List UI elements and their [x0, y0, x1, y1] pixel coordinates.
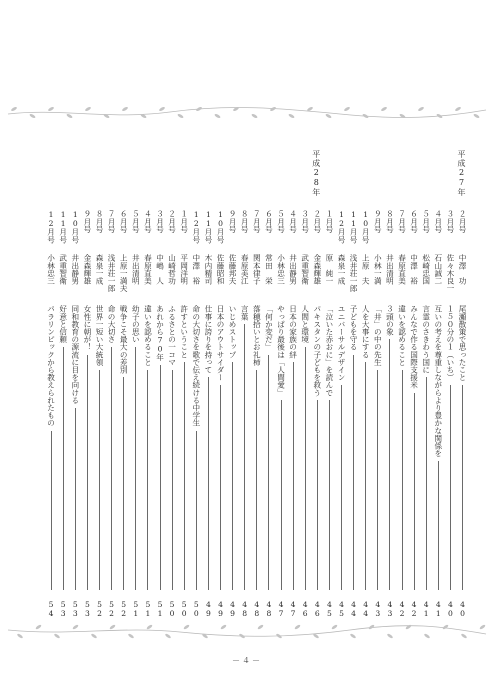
entry-page: 48	[252, 600, 262, 618]
entry-title: 命の大切さを歌で伝え続ける中学生	[191, 305, 201, 427]
entry-issue: ７月号	[397, 210, 407, 233]
entry-title: ふるさとの一コマ	[167, 305, 177, 366]
entry-issue: ９月号	[373, 210, 383, 233]
entry-author: 中澤 功	[458, 254, 467, 285]
entry-issue: ７月号	[107, 210, 117, 233]
entry-leader-line	[317, 400, 318, 590]
entry-leader-line	[244, 324, 245, 590]
entry-title: 「何か変だ」	[264, 305, 274, 351]
entry-page: 43	[373, 600, 383, 618]
entry-author: 松崎忠国	[421, 254, 431, 285]
entry-title: 言葉	[240, 305, 250, 321]
entry-leader-line	[111, 347, 112, 590]
entry-issue: 10月号	[70, 210, 80, 244]
entry-author: 常田 栄	[264, 254, 274, 285]
entry-page: 50	[179, 600, 189, 618]
entry-leader-line	[196, 431, 197, 590]
leaf-ornament	[461, 633, 468, 639]
entry-issue: ３月号	[155, 210, 165, 233]
entry-issue: ８月号	[95, 210, 104, 233]
entry-author: 井出清明	[131, 254, 141, 285]
entry-title: パキスタンの子どもを救う	[312, 305, 322, 397]
entry-page: 49	[216, 600, 225, 618]
entry-page: 42	[409, 600, 419, 618]
entry-page: 40	[458, 600, 467, 618]
entry-issue: 12月号	[337, 210, 346, 244]
entry-author: 森泉一成	[337, 254, 346, 285]
entry-title: 互いの考えを尊重しながらより豊かな関係を	[433, 305, 443, 457]
leaf-ornament	[424, 633, 431, 639]
entry-page: 52	[107, 600, 117, 618]
entry-title: 尾瀬散策で思ったこと	[458, 305, 467, 381]
entry-issue: 12月号	[46, 210, 56, 244]
entry-page: 46	[312, 600, 322, 618]
entry-page: 46	[300, 600, 310, 618]
entry-leader-line	[51, 431, 52, 590]
entry-leader-line	[256, 370, 257, 590]
entry-leader-line	[365, 362, 366, 590]
leaf-ornament	[109, 624, 116, 630]
leaf-ornament	[35, 624, 42, 630]
entry-issue: 10月号	[361, 210, 371, 244]
entry-page: 52	[119, 600, 129, 618]
entry-leader-line	[329, 400, 330, 590]
entry-page: 50	[167, 600, 177, 618]
entry-author: 小林忠三	[46, 254, 56, 285]
entry-leader-line	[123, 377, 124, 590]
entry-page: 53	[58, 600, 68, 618]
entry-author: 浅井荘一郎	[107, 254, 117, 292]
leaf-ornament	[331, 624, 338, 630]
entry-title: 許すということ	[179, 305, 189, 359]
entry-page: 47	[288, 600, 298, 618]
entry-author: 井出静男	[288, 254, 298, 285]
entry-author: 上原一満夫	[119, 254, 129, 292]
entry-title: 世界一短い大統領	[95, 305, 104, 366]
entry-issue: ６月号	[119, 210, 129, 233]
entry-issue: ３月号	[300, 210, 310, 233]
entry-page: 51	[155, 600, 165, 618]
entry-author: 小林忠三	[276, 254, 286, 285]
entry-leader-line	[450, 385, 451, 590]
entry-issue: ６月号	[409, 210, 419, 233]
entry-title: 戦争こそ最大の差別	[119, 305, 129, 374]
entry-issue: ３月号	[445, 210, 455, 233]
leaf-ornament	[54, 633, 61, 639]
entry-page: 41	[421, 600, 431, 618]
entry-page: 49	[203, 600, 213, 618]
entry-title: 違いを認めること	[143, 305, 153, 366]
entry-author: 佐藤昭和	[216, 254, 225, 285]
entry-title: 女性に朝が！	[82, 305, 92, 351]
entry-title: 違いを認めること	[397, 305, 407, 366]
entry-page: 54	[46, 600, 56, 618]
entry-issue: ８月号	[385, 210, 395, 233]
leaf-ornament	[17, 633, 24, 639]
leaf-ornament	[350, 633, 357, 639]
entry-leader-line	[220, 385, 221, 590]
entry-title: 好意と信頼	[58, 305, 68, 343]
entry-page: 43	[385, 600, 395, 618]
entry-page: 40	[445, 600, 455, 618]
leaf-ornament	[220, 624, 227, 630]
entry-leader-line	[135, 347, 136, 590]
entry-page: 49	[228, 600, 238, 618]
entry-leader-line	[389, 339, 390, 590]
entry-title: 子どもを守る	[349, 305, 359, 351]
entry-page: 53	[82, 600, 92, 618]
leaf-ornament	[294, 624, 301, 630]
entry-author: 木内精司	[203, 254, 213, 285]
leaf-ornament	[91, 633, 98, 639]
entry-leader-line	[160, 365, 161, 590]
entry-issue: ５月号	[131, 210, 141, 233]
entry-issue: 11月号	[349, 210, 359, 244]
page-number: －４－	[232, 656, 262, 665]
entry-leader-line	[438, 461, 439, 590]
entry-author: 中澤 裕	[191, 254, 201, 285]
entry-page: 47	[276, 600, 286, 618]
leaf-ornament	[405, 624, 412, 630]
entry-issue: ２月号	[167, 210, 177, 233]
entry-page: 48	[264, 600, 274, 618]
entry-issue: ５月号	[421, 210, 431, 233]
entry-author: 井出静男	[70, 254, 80, 285]
entry-page: 44	[361, 600, 371, 618]
entry-issue: ９月号	[228, 210, 238, 233]
entry-author: 春原直美	[397, 254, 407, 285]
entry-page: 41	[433, 600, 443, 618]
leaf-ornament	[387, 633, 394, 639]
entry-title: １５０分の１（いち）	[445, 305, 455, 381]
year-heading: 平成28年	[311, 150, 321, 197]
leaf-ornament	[183, 624, 190, 630]
entry-page: 51	[143, 600, 153, 618]
entry-leader-line	[353, 355, 354, 590]
entry-author: 佐藤邦夫	[228, 254, 238, 285]
entry-leader-line	[232, 362, 233, 590]
entry-title: 「泣いた赤おに」を読んで	[324, 305, 334, 397]
entry-page: 52	[95, 600, 104, 618]
entry-title: 幼子の思い	[131, 305, 141, 343]
entry-author: 金森輝雄	[312, 254, 322, 285]
entry-leader-line	[63, 347, 64, 590]
entry-issue: ４月号	[288, 210, 298, 233]
entry-title: みんなで作る国際支援米	[409, 305, 419, 389]
entry-title: 人間と環境	[300, 305, 310, 343]
entry-title: 日本のアウトサイダー	[216, 305, 225, 381]
entry-leader-line	[402, 370, 403, 590]
entry-leader-line	[268, 355, 269, 590]
entry-issue: 12月号	[191, 210, 201, 244]
entry-leader-line	[293, 362, 294, 590]
entry-title: 同和教育の源流に目を向ける	[70, 305, 80, 404]
entry-leader-line	[87, 355, 88, 590]
leaf-ornament	[128, 633, 135, 639]
entry-author: 武重智衛	[300, 254, 310, 285]
entry-page: 44	[349, 600, 359, 618]
entry-title: パラリンピックから教えられたもの	[46, 305, 56, 427]
entry-leader-line	[184, 362, 185, 590]
entry-leader-line	[462, 385, 463, 590]
leaf-ornament	[72, 624, 79, 630]
entry-title: 命の大切さ	[107, 305, 117, 343]
entry-page: 51	[131, 600, 141, 618]
entry-page: 53	[70, 600, 80, 618]
entry-issue: ５月号	[276, 210, 286, 233]
entry-title: あれから70年	[155, 305, 165, 361]
entry-author: 原 純一	[324, 254, 334, 285]
entry-leader-line	[281, 400, 282, 590]
entry-author: 森泉一成	[95, 254, 104, 285]
entry-author: 平岡洋明	[179, 254, 189, 285]
entry-issue: ６月号	[264, 210, 274, 233]
entry-author: 武重智衛	[58, 254, 68, 285]
entry-issue: ４月号	[433, 210, 443, 233]
entry-leader-line	[172, 370, 173, 590]
entry-author: 浅井荘一郎	[349, 254, 359, 292]
entry-issue: 10月号	[216, 210, 225, 244]
entry-title: 言霊のさきわう国に	[421, 305, 431, 374]
entry-leader-line	[99, 370, 100, 590]
entry-author: 春原美江	[240, 254, 250, 285]
entry-page: 45	[337, 600, 346, 618]
entry-issue: ９月号	[82, 210, 92, 233]
entry-title: ３頭の象	[385, 305, 395, 336]
leaf-ornament	[165, 633, 172, 639]
entry-leader-line	[426, 377, 427, 590]
entry-issue: ２月号	[458, 210, 467, 233]
entry-leader-line	[414, 393, 415, 590]
entry-title: 「井」の中の先生	[373, 305, 383, 366]
entry-author: 小林一満	[373, 254, 383, 285]
entry-author: 中澤 裕	[409, 254, 419, 285]
entry-issue: ２月号	[312, 210, 322, 233]
entry-page: 42	[397, 600, 407, 618]
entry-issue: １月号	[324, 210, 334, 233]
entry-leader-line	[208, 377, 209, 590]
entry-title: 仕事に誇りを持って	[203, 305, 213, 374]
entry-leader-line	[75, 408, 76, 590]
entry-title: 落穂拾いとお礼柿	[252, 305, 262, 366]
bottom-vine-ornament	[0, 618, 494, 646]
entry-leader-line	[341, 385, 342, 590]
entry-issue: 11月号	[58, 210, 68, 244]
entry-author: 関本律子	[252, 254, 262, 285]
entry-page: 48	[240, 600, 250, 618]
entry-author: 春原直美	[143, 254, 153, 285]
leaf-ornament	[442, 624, 449, 630]
entry-author: 山崎哲功	[167, 254, 177, 285]
entry-title: 日本の家族の絆	[288, 305, 298, 359]
entry-title: いじめストップ	[228, 305, 238, 359]
leaf-ornament	[146, 624, 153, 630]
leaf-ornament	[257, 624, 264, 630]
entry-author: 上原 夫	[361, 254, 371, 285]
entry-author: 金森輝雄	[82, 254, 92, 285]
year-heading: 平成27年	[457, 150, 466, 197]
leaf-ornament	[479, 624, 486, 630]
entry-issue: 11月号	[203, 210, 213, 244]
entry-title: やっぱり最後は「人間愛」	[276, 305, 286, 397]
entry-issue: ８月号	[240, 210, 250, 233]
entry-author: 佐々木良一	[445, 254, 455, 292]
entry-title: ユニバーサルデザイン	[337, 305, 346, 381]
entry-title: 人を大事にする	[361, 305, 371, 359]
entry-page: 45	[324, 600, 334, 618]
entry-author: 石山誠二	[433, 254, 443, 285]
entry-leader-line	[147, 370, 148, 590]
entry-author: 中嶋 人	[155, 254, 165, 285]
entry-issue: ７月号	[252, 210, 262, 233]
entry-issue: ４月号	[143, 210, 153, 233]
entry-leader-line	[305, 347, 306, 590]
entry-author: 井出清明	[385, 254, 395, 285]
entry-page: 50	[191, 600, 201, 618]
entry-issue: １月号	[179, 210, 189, 233]
entry-leader-line	[377, 370, 378, 590]
